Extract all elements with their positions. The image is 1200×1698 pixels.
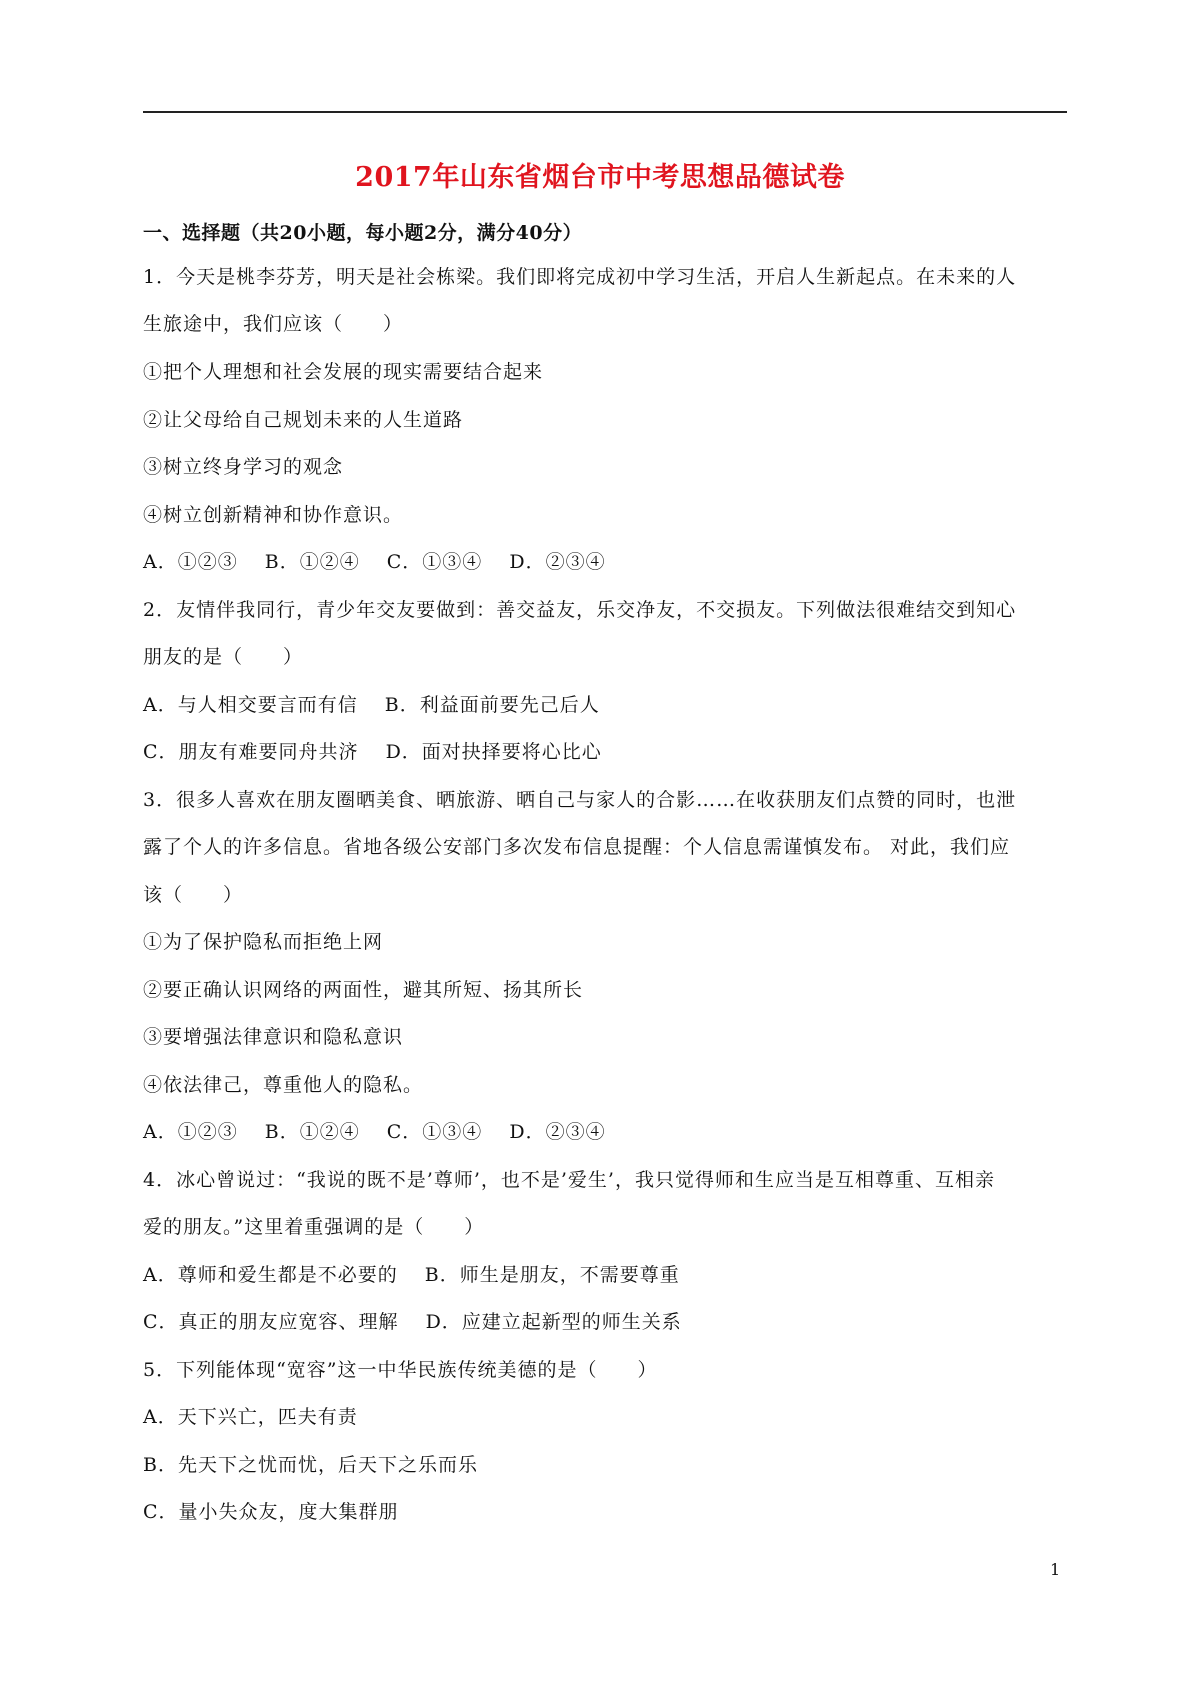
question-line: 爱的朋友。”这里着重强调的是（ ）	[143, 1216, 485, 1238]
question-line: ③要增强法律意识和隐私意识	[143, 1026, 404, 1048]
answer-options: C．朋友有难要同舟共济 D．面对抉择要将心比心	[143, 741, 602, 763]
answer-options: C．真正的朋友应宽容、理解 D．应建立起新型的师生关系	[143, 1311, 682, 1333]
question-line: ③树立终身学习的观念	[143, 456, 344, 478]
question-line: 生旅途中，我们应该（ ）	[143, 313, 404, 335]
answer-option: B．先天下之忧而忧，后天下之乐而乐	[143, 1454, 478, 1476]
header-rule	[143, 111, 1067, 113]
question-line: ①把个人理想和社会发展的现实需要结合起来	[143, 361, 544, 383]
answer-option: C．量小失众友，度大集群朋	[143, 1501, 399, 1523]
question-line: ①为了保护隐私而拒绝上网	[143, 931, 384, 953]
question-line: 3．很多人喜欢在朋友圈晒美食、晒旅游、晒自己与家人的合影……在收获朋友们点赞的同时，也泄	[143, 789, 1017, 811]
answer-options: A．①②③ B．①②④ C．①③④ D．②③④	[143, 1121, 606, 1143]
answer-option: A．天下兴亡，匹夫有责	[143, 1406, 358, 1428]
question-line: 4．冰心曾说过：“我说的既不是’尊师’，也不是’爱生’，我只觉得师和生应当是互相尊重、互相亲	[143, 1169, 995, 1191]
question-line: ②要正确认识网络的两面性，避其所短、扬其所长	[143, 979, 584, 1001]
page-title: 2017年山东省烟台市中考思想品德试卷	[355, 162, 845, 193]
question-line: 1．今天是桃李芬芳，明天是社会栋梁。我们即将完成初中学习生活，开启人生新起点。在未来的人	[143, 266, 1017, 288]
page-number: 1	[1050, 1560, 1061, 1579]
question-line: 2．友情伴我同行，青少年交友要做到：善交益友，乐交净友，不交损友。下列做法很难结交到知心	[143, 599, 1017, 621]
section-heading: 一、选择题（共20小题，每小题2分，满分40分）	[143, 222, 583, 244]
question-line: 该（ ）	[143, 884, 244, 906]
question-line: 5．下列能体现“宽容”这一中华民族传统美德的是（ ）	[143, 1359, 658, 1381]
question-line: ②让父母给自己规划未来的人生道路	[143, 409, 464, 431]
answer-options: A．①②③ B．①②④ C．①③④ D．②③④	[143, 551, 606, 573]
answer-options: A．尊师和爱生都是不必要的 B．师生是朋友，不需要尊重	[143, 1264, 680, 1286]
answer-options: A．与人相交要言而有信 B．利益面前要先己后人	[143, 694, 600, 716]
question-line: 露了个人的许多信息。省地各级公安部门多次发布信息提醒：个人信息需谨慎发布。 对此，我们应	[143, 836, 1011, 858]
question-line: ④树立创新精神和协作意识。	[143, 504, 404, 526]
question-line: ④依法律己，尊重他人的隐私。	[143, 1074, 424, 1096]
question-line: 朋友的是（ ）	[143, 646, 304, 668]
